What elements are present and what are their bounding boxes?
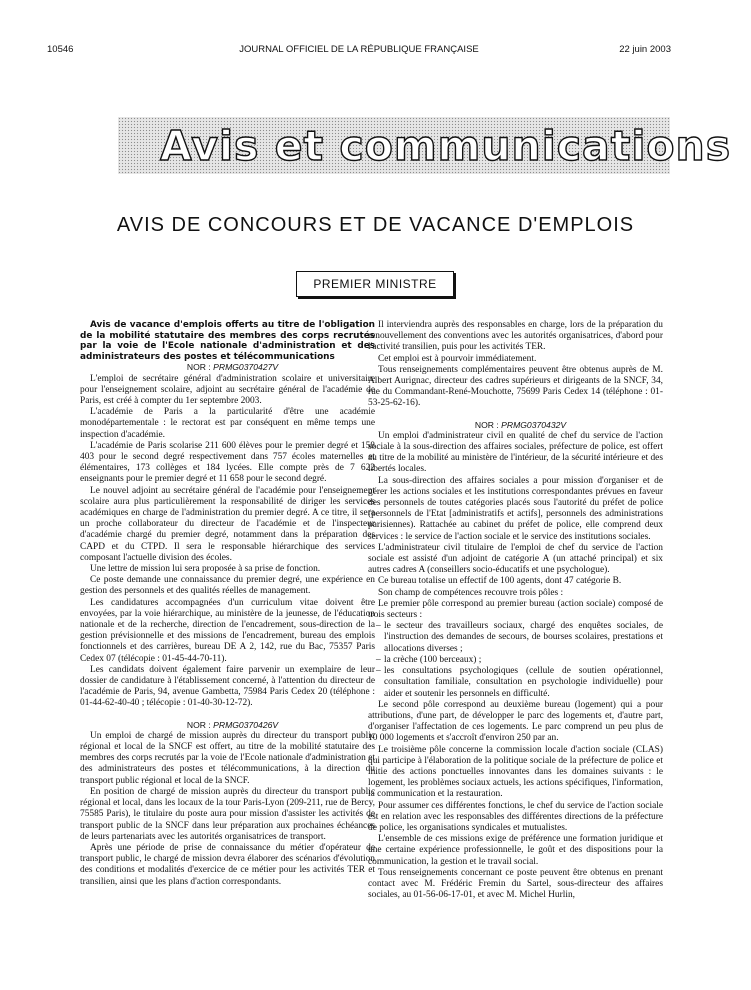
paragraph: En position de chargé de mission auprès du directeur du transport public régional et local, dans les locaux de la tour Paris-Lyon (209-211, rue de Bercy, 75585 Paris), le titulaire du poste aura pour mission d'assister les activités de transport public de la SNCF dans leur préparation aux prochaines échéances de leurs partenariats avec les autorités organisatrices de transport. <box>80 786 375 842</box>
paragraph: L'académie de Paris scolarise 211 600 élèves pour le premier degré et 158 403 pour le second degré respectivement dans 757 écoles maternelles et élémentaires, 173 collèges et 184 lycées. Elle compte près de 7 622 enseignants pour le premier degré et 11 658 pour le second degré. <box>80 440 375 485</box>
page-number: 10546 <box>47 44 74 55</box>
notice-body <box>368 320 663 410</box>
paragraph: Ce poste demande une connaissance du premier degré, une expérience en gestion des personnels et des qualités réelles de management. <box>80 575 375 597</box>
left-column <box>80 320 375 888</box>
list-item: – la crèche (100 berceaux) ; <box>376 655 663 666</box>
paragraph: Ce bureau totalise un effectif de 100 agents, dont 47 catégorie B. <box>378 576 622 587</box>
notice-body <box>80 374 375 710</box>
nor-reference: NOR : PRMG0370427V <box>186 362 279 373</box>
list-item: – le secteur des travailleurs sociaux, chargé des enquêtes sociales, de l'instruction des demandes de secours, de bourses scolaires, prestations et allocations diverses ; <box>376 621 663 655</box>
paragraph: Un emploi d'administrateur civil en qualité de chef du service de l'action sociale à la sous-direction des affaires sociales, préfecture de police, est offert au titre de la mobilité au ministère de l'intérieur, de la sécurité intérieure et des libertés locales. <box>368 430 663 475</box>
paragraph: L'administrateur civil titulaire de l'emploi de chef du service de l'action sociale est assisté d'un adjoint de catégorie A (un attaché principal) et six autres cadres A (conseillers socio-éducatifs et une psychologue). <box>368 542 663 576</box>
paragraph: Tous renseignements complémentaires peuvent être obtenus auprès de M. Albert Aurignac, directeur des cadres supérieurs et dirigeants de la SNCF, 34, rue du Commandant-René-Mouchotte, 75699 Paris Cedex 14 (téléphone : 01-53-25-62-16). <box>368 364 663 409</box>
ministry-box: PREMIER MINISTRE <box>296 271 454 297</box>
sector-list <box>376 621 663 699</box>
notice-body <box>80 731 375 888</box>
nor-reference: NOR : PRMG0370426V <box>186 719 279 730</box>
paragraph: La sous-direction des affaires sociales a pour mission d'organiser et de gérer les actions sociales et les institutions correspondantes prévues en faveur des personnels de toutes catégories placés sous l'autorité du préfet de police (personnels de l'Etat [administratifs et actifs], personnels des administrations parisiennes). Rattachée au cabinet du préfet de police, elle comprend deux services : le service de l'action sociale et le service des institutions sociales. <box>368 475 663 542</box>
right-column <box>368 320 663 901</box>
paragraph: Pour assumer ces différentes fonctions, le chef du service de l'action sociale est en relation avec les responsables des différentes directions de la préfecture de police, les organisations syndicales et mutualistes. <box>368 800 663 833</box>
paragraph: L'académie de Paris a la particularité d'être une académie monodépartementale : le rectorat est par conséquent en même temps une inspection d'académie. <box>80 407 375 440</box>
notice-body <box>368 431 663 902</box>
paragraph: Tous renseignements concernant ce poste peuvent être obtenus en prenant contact avec M. Frédéric Fremin du Sartel, sous-directeur des affaires sociales, au 01-56-06-17-01, et avec M. Michel Hurlin, <box>368 867 663 901</box>
notice-headline: Avis de vacance d'emplois offerts au titre de l'obligation de la mobilité statutaire des membres des corps recrutés par la voie de l'Ecole nationale d'administration et des administrateurs des postes et télécommunications <box>80 320 375 362</box>
section-banner-title: Avis et communications <box>160 122 732 170</box>
paragraph: L'emploi de secrétaire général d'administration scolaire et universitaire pour l'enseignement scolaire, adjoint au secrétaire général de l'académie de Paris, est créé à compter du 1er septembre 2003. <box>80 373 375 406</box>
list-item: – les consultations psychologiques (cellule de soutien opérationnel, consultation familiale, consultation en psychologie individuelle) pour aider et soutenir les personnels en difficulté. <box>376 666 663 700</box>
paragraph: Après une période de prise de connaissance du métier d'opérateur de transport public, le chargé de mission devra élaborer des scénarios d'évolution des conditions et modalités d'exercice de ce métier pour les activités TER et transilien, ainsi que les plans d'action correspondants. <box>80 842 375 887</box>
journal-title: JOURNAL OFFICIEL DE LA RÉPUBLIQUE FRANÇAISE <box>239 44 479 55</box>
issue-date: 22 juin 2003 <box>619 44 671 55</box>
paragraph: Le nouvel adjoint au secrétaire général de l'académie pour l'enseignement scolaire aura plus particulièrement la responsabilité de diriger les services académiques en charge de l'administration du premier degré. A ce titre, il sera un proche collaborateur du directeur de l'académie et de l'inspecteur d'académie chargé du premier degré, notamment dans la préparation des CAPD et du CTPD. Il sera le responsable hiérarchique des services composant l'actuelle division des écoles. <box>80 485 375 563</box>
paragraph: Cet emploi est à pourvoir immédiatement. <box>378 353 537 364</box>
paragraph: Un emploi de chargé de mission auprès du directeur du transport public régional et local de la SNCF est offert, au titre de la mobilité statutaire des membres des corps recrutés par la voie de l'Ecole nationale d'administration et des administrateurs des postes et télécommunications, à la direction du transport public régional et local de la SNCF. <box>80 730 375 786</box>
paragraph: Son champ de compétences recouvre trois pôles : <box>378 587 564 598</box>
nor-reference: NOR : PRMG0370432V <box>474 419 567 430</box>
paragraph: Une lettre de mission lui sera proposée à sa prise de fonction. <box>90 564 321 575</box>
paragraph: Le second pôle correspond au deuxième bureau (logement) qui a pour attributions, d'une part, de développer le parc des logements et, d'autre part, d'organiser l'affectation de ces logements. Le parc comprend un peu plus de 10 000 logements et s'accroît d'environ 250 par an. <box>368 699 663 744</box>
paragraph: Les candidatures accompagnées d'un curriculum vitae doivent être envoyées, par la voie hiérarchique, au ministère de la jeunesse, de l'éducation nationale et de la recherche, direction de l'encadrement, sous-direction de la gestion prévisionnelle et des missions de l'encadrement, bureau des emplois fonctionnels et des carrières, bureau DE A 2, 142, rue du Bac, 75357 Paris Cedex 07 (télécopie : 01-45-44-70-11). <box>80 597 375 664</box>
paragraph: Le premier pôle correspond au premier bureau (action sociale) composé de trois secteurs : <box>368 598 663 621</box>
paragraph: Les candidats doivent également faire parvenir un exemplaire de leur dossier de candidature à l'établissement concerné, à l'attention du directeur de l'académie de Paris, 94, avenue Gambetta, 75984 Paris Cedex 20 (téléphone : 01-44-62-40-40 ; télécopie : 01-40-30-12-72). <box>80 664 375 709</box>
page-header <box>47 44 671 58</box>
paragraph: L'ensemble de ces missions exige de préférence une formation juridique et une certaine expérience professionnelle, le goût et des dispositions pour la communication, la gestion et le travail social. <box>368 834 663 867</box>
paragraph: Il interviendra auprès des responsables en charge, lors de la préparation du renouvellement des conventions avec les autorités organisatrices, d'abord pour l'activité transilien, puis pour les activités TER. <box>368 320 663 353</box>
page-title: AVIS DE CONCOURS ET DE VACANCE D'EMPLOIS <box>116 214 635 236</box>
paragraph: Le troisième pôle concerne la commission locale d'action sociale (CLAS) qui participe à l'élaboration de la politique sociale de la préfecture de police et initie des actions ponctuelles innovantes dans les domaines suivants : le logement, les problèmes sociaux actuels, les actions spécifiques, l'information, la communication et la restauration. <box>368 744 663 800</box>
